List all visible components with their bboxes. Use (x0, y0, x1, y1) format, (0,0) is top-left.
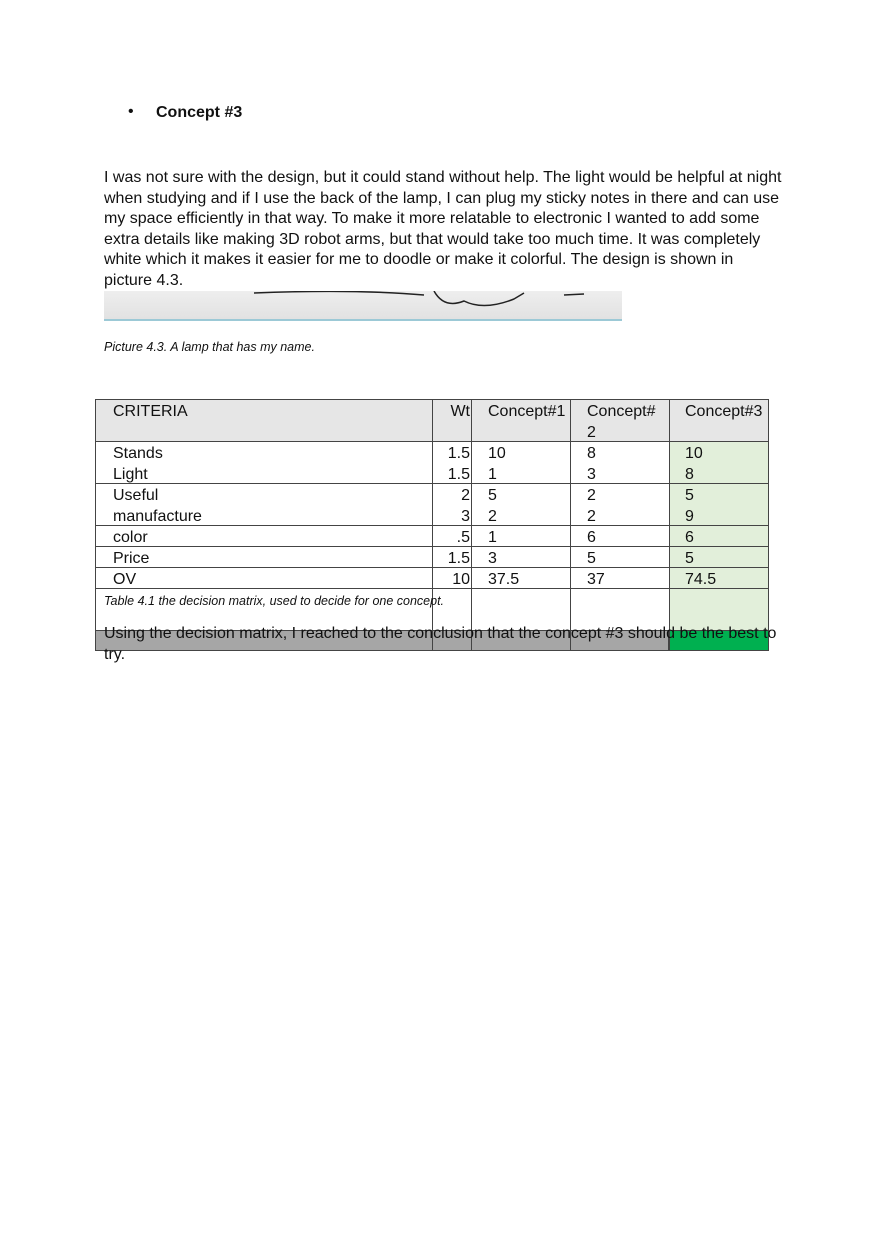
table-cell-c3 (669, 441, 769, 484)
header-concept-3: Concept#3 (669, 399, 769, 442)
header-concept-2-line2: 2 (587, 424, 596, 441)
table-cell-c2 (570, 441, 670, 484)
table-cell-c1 (471, 525, 571, 547)
table-cell-criteria (95, 567, 433, 589)
cell-value: 3 (461, 508, 470, 525)
lamp-picture (104, 291, 622, 321)
cell-value: Stands (113, 445, 163, 462)
cell-value: 2 (488, 508, 497, 525)
cell-value: 2 (587, 487, 596, 504)
section-heading: Concept #3 (156, 104, 243, 121)
table-cell-c1 (471, 567, 571, 589)
cell-value: 5 (685, 487, 694, 504)
cell-value: 6 (685, 529, 694, 546)
table-cell-wt (432, 567, 472, 589)
header-criteria: CRITERIA (95, 399, 433, 442)
cell-value: 8 (685, 466, 694, 483)
table-cell-c2 (570, 525, 670, 547)
table-cell-wt (432, 525, 472, 547)
header-wt: Wt (432, 399, 472, 442)
header-concept-1: Concept#1 (471, 399, 571, 442)
bullet: • (128, 103, 134, 120)
decision-matrix-table (95, 399, 769, 651)
header-concept-2 (570, 399, 670, 442)
cell-value: 10 (488, 445, 506, 462)
cell-value: 2 (587, 508, 596, 525)
cell-value: Light (113, 466, 148, 483)
cell-value: 3 (488, 550, 497, 567)
table-cell-criteria (95, 483, 433, 526)
table-cell-c1 (471, 441, 571, 484)
cell-value: 37.5 (488, 571, 520, 588)
table-cell-c3 (669, 546, 769, 568)
table-cell-wt (432, 483, 472, 526)
table-cell-c2 (570, 567, 670, 589)
cell-value: 10 (685, 445, 703, 462)
cell-value: 5 (685, 550, 694, 567)
cell-value: 8 (587, 445, 596, 462)
body-paragraph: I was not sure with the design, but it could stand without help. The light would be helpful at night when studying and if I use the back of the lamp, I can plug my sticky notes in there and can use my space efficiently in that way. To make it more relatable to electronic I wanted to add some extra details like making 3D robot arms, but that would take too much time. It was completely white which it makes it easier for me to doodle or make it colorful. The design is shown in picture 4.3. (104, 169, 782, 289)
table-cell-criteria (95, 441, 433, 484)
cell-value: 74.5 (685, 571, 717, 588)
cell-value: 6 (587, 529, 596, 546)
cell-value: 9 (685, 508, 694, 525)
table-cell-criteria (95, 525, 433, 547)
cell-value: 5 (488, 487, 497, 504)
table-cell-wt (432, 546, 472, 568)
cell-value: 5 (587, 550, 596, 567)
cell-value: 1.5 (447, 445, 470, 462)
table-cell-c1 (471, 546, 571, 568)
cell-value: Useful (113, 487, 159, 504)
table-cell-c3 (669, 525, 769, 547)
cell-value: 37 (587, 571, 605, 588)
conclusion-paragraph: Using the decision matrix, I reached to the conclusion that the concept #3 should be the best to try. (104, 625, 777, 663)
cell-value: color (113, 529, 148, 546)
cell-value: 1 (488, 529, 497, 546)
cell-value: OV (113, 571, 137, 588)
table-cell-c1 (471, 483, 571, 526)
cell-value: 1.5 (447, 466, 470, 483)
cell-value: manufacture (113, 508, 202, 525)
cell-value: .5 (456, 529, 470, 546)
table-cell-c2 (570, 483, 670, 526)
cell-value: 10 (452, 571, 470, 588)
cell-value: 2 (461, 487, 470, 504)
table-caption: Table 4.1 the decision matrix, used to decide for one concept. (104, 594, 445, 608)
header-concept-2-line1: Concept# (587, 403, 656, 420)
table-cell-c3 (669, 483, 769, 526)
cell-value: Price (113, 550, 150, 567)
table-cell-criteria (95, 546, 433, 568)
cell-value: 3 (587, 466, 596, 483)
table-cell-wt (432, 441, 472, 484)
cell-value: 1 (488, 466, 497, 483)
picture-caption: Picture 4.3. A lamp that has my name. (104, 340, 315, 354)
table-cell-c3 (669, 567, 769, 589)
table-cell-c2 (570, 546, 670, 568)
cell-value: 1.5 (447, 550, 470, 567)
